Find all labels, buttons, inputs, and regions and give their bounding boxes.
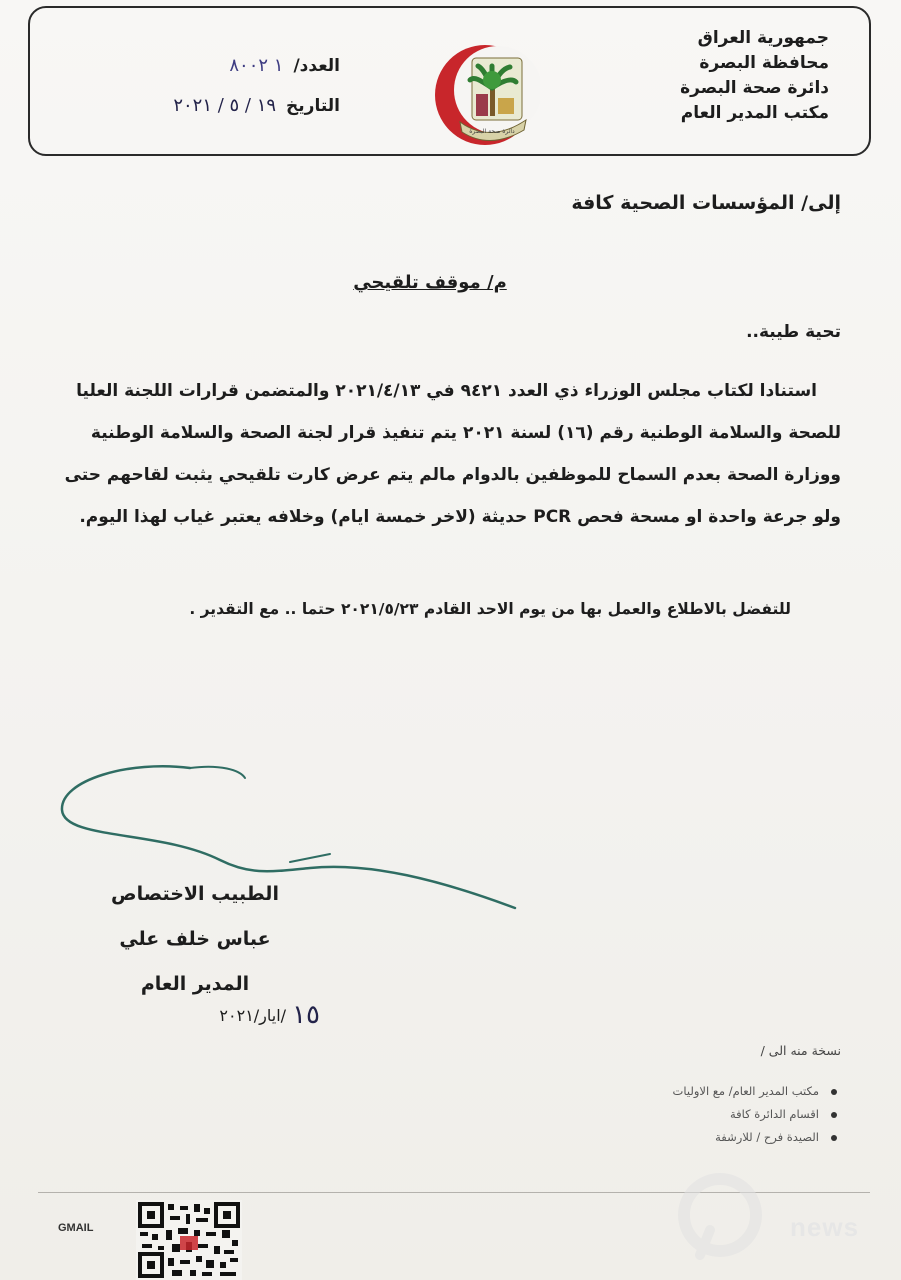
copy-item: مكتب المدير العام/ مع الاوليات <box>541 1080 841 1103</box>
org-line-directorate: دائرة صحة البصرة <box>680 78 829 98</box>
watermark-text: news <box>790 1212 860 1242</box>
signer-block <box>80 872 310 1007</box>
greeting: تحية طيبة.. <box>746 322 841 342</box>
reference-number-value: ١ ٨٠٠٢ <box>229 55 284 76</box>
reference-date-row <box>90 86 340 126</box>
logo-ribbon-text: دائرة صحة البصرة <box>469 128 515 135</box>
reference-number-label: العدد/ <box>293 56 340 76</box>
copy-item: اقسام الدائرة كافة <box>541 1103 841 1126</box>
qr-code-icon <box>136 1200 242 1280</box>
letterhead-box <box>28 6 871 156</box>
org-line-province: محافظة البصرة <box>699 53 829 73</box>
signature-date-printed: /ايار/٢٠٢١ <box>219 1005 287 1025</box>
closing-line: للتفضل بالاطلاع والعمل بها من يوم الاحد القادم ٢٠٢١/٥/٢٣ حتما .. مع التقدير . <box>189 600 791 618</box>
org-line-country: جمهورية العراق <box>697 28 829 48</box>
reference-date-value: ١٩ / ٥ / ٢٠٢١ <box>173 95 277 116</box>
health-directorate-logo <box>430 40 540 150</box>
signature-date <box>140 1000 320 1030</box>
recipient-line: إلى/ المؤسسات الصحية كافة <box>571 192 841 214</box>
copy-item: الصيدة فرح / للارشفة <box>541 1126 841 1149</box>
subject-line: م/ موقف تلقيحي <box>353 272 507 293</box>
signer-position: المدير العام <box>140 973 250 995</box>
org-line-office: مكتب المدير العام <box>680 103 829 123</box>
body-paragraph: استنادا لكتاب مجلس الوزراء ذي العدد ٩٤٢١ في ٢٠٢١/٤/١٣ والمتضمن قرارات اللجنة العليا للصحة والسلامة الوطنية رقم (١٦) لسنة ٢٠٢١ يتم تنفيذ قرار لجنة الصحة والسلامة الوطنية ووزارة الصحة بعدم السماح للموظفين بالدوام مالم يتم عرض كارت تلقيحي يثبت لقاحهم حتى ولو جرعة واحدة او مسحة فحص PCR حديثة (لاخر خمسة ايام) وخلافه يعتبر غياب لهذا اليوم. <box>64 381 841 527</box>
signature-date-day: ١٥ <box>292 1000 320 1030</box>
reference-date-label: التاريخ <box>286 96 340 116</box>
reference-block <box>90 46 340 126</box>
reference-number-row <box>90 46 340 86</box>
signer-title: الطبيب الاختصاص <box>111 883 279 905</box>
organization-lines <box>599 26 829 126</box>
signer-name: عباس خلف علي <box>119 928 271 950</box>
gmail-label: GMAIL <box>58 1222 94 1234</box>
copies-list <box>541 1080 841 1149</box>
copies-title: نسخة منه الى / <box>760 1043 841 1058</box>
